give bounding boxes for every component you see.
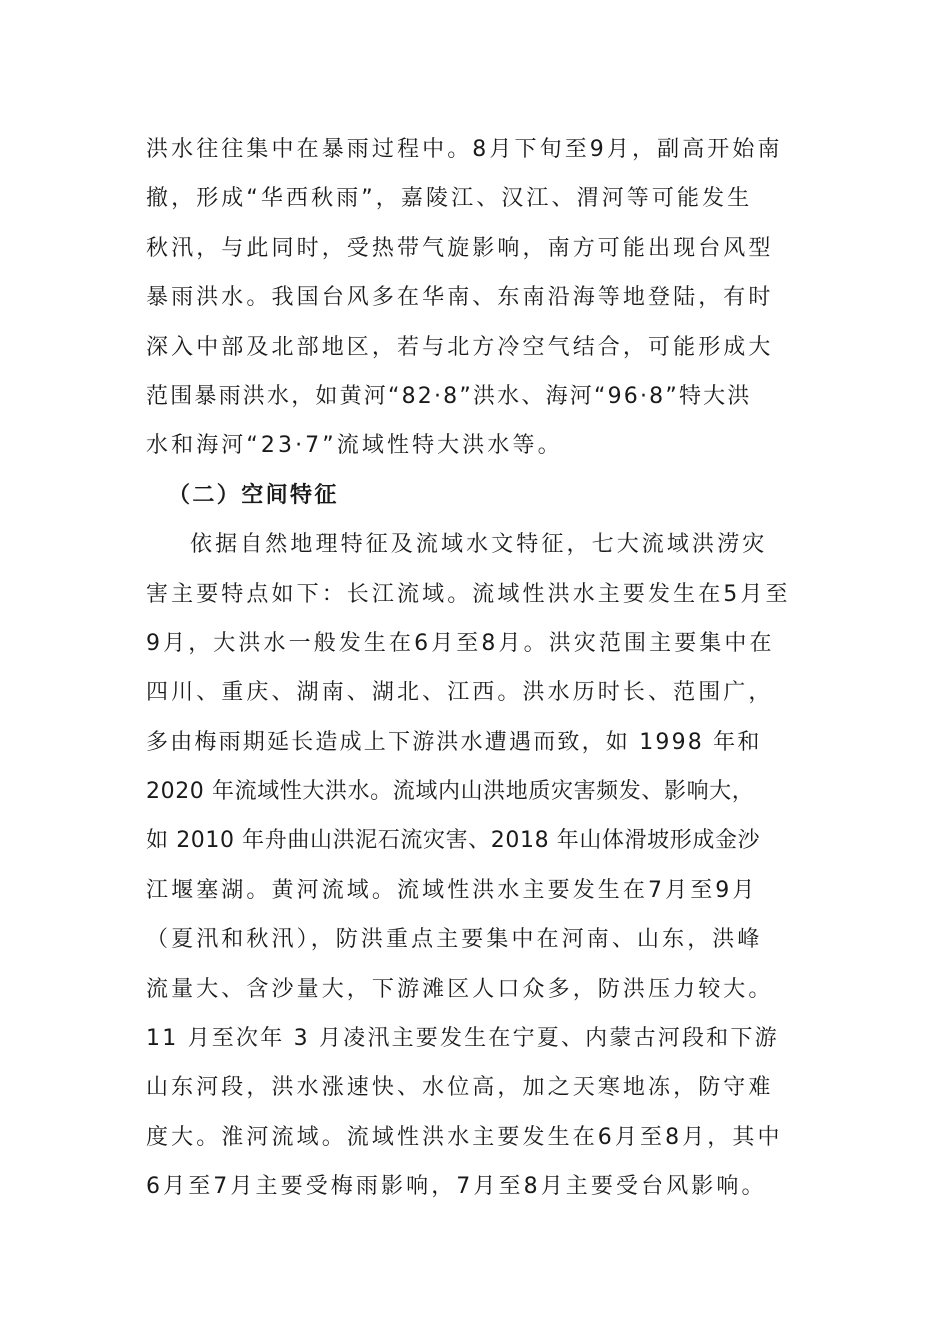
body-text bbox=[146, 125, 816, 1212]
paragraph-line: 秋汛，与此同时，受热带气旋影响，南方可能出现台风型 bbox=[146, 235, 774, 261]
paragraph-line: 流量大、含沙量大，下游滩区人口众多，防洪压力较大。 bbox=[146, 976, 774, 1002]
paragraph-line: 6月至7月主要受梅雨影响，7月至8月主要受台风影响。 bbox=[146, 1174, 767, 1200]
paragraph-line: 度大。淮河流域。流域性洪水主要发生在6月至8月，其中 bbox=[146, 1124, 783, 1150]
paragraph-line: （夏汛和秋汛），防洪重点主要集中在河南、山东，洪峰 bbox=[146, 927, 763, 953]
paragraph-line: 水和海河“23·7”流域性特大洪水等。 bbox=[146, 433, 563, 459]
paragraph-line: 2020 年流域性大洪水。流域内山洪地质灾害频发、影响大， bbox=[146, 779, 755, 805]
paragraph-line: 如 2010 年舟曲山洪泥石流灾害、2018 年山体滑坡形成金沙 bbox=[146, 828, 761, 854]
paragraph-line: 范围暴雨洪水，如黄河“82·8”洪水、海河“96·8”特大洪 bbox=[146, 383, 752, 409]
paragraph-line: 江堰塞湖。黄河流域。流域性洪水主要发生在7月至9月 bbox=[146, 877, 758, 903]
paragraph-line: 暴雨洪水。我国台风多在华南、东南沿海等地登陆，有时 bbox=[146, 285, 774, 311]
paragraph-line: 害主要特点如下：长江流域。流域性洪水主要发生在5月至 bbox=[146, 581, 791, 607]
paragraph-line: 山东河段，洪水涨速快、水位高，加之天寒地冻，防守难 bbox=[146, 1075, 774, 1101]
paragraph-line: 四川、重庆、湖南、湖北、江西。洪水历时长、范围广， bbox=[146, 680, 774, 706]
section-heading: （二）空间特征 bbox=[168, 482, 339, 508]
paragraph-line: 洪水往往集中在暴雨过程中。8月下旬至9月，副高开始南 bbox=[146, 137, 783, 162]
paragraph-line: 11 月至次年 3 月凌汛主要发生在宁夏、内蒙古河段和下游 bbox=[146, 1026, 779, 1052]
paragraph-line: 9月，大洪水一般发生在6月至8月。洪灾范围主要集中在 bbox=[146, 630, 775, 656]
paragraph-line: 多由梅雨期延长造成上下游洪水遭遇而致，如 1998 年和 bbox=[146, 729, 762, 755]
paragraph-line: 深入中部及北部地区，若与北方冷空气结合，可能形成大 bbox=[146, 334, 774, 360]
paragraph-line: 撤，形成“华西秋雨”，嘉陵江、汉江、渭河等可能发生 bbox=[146, 186, 753, 212]
paragraph-line: 依据自然地理特征及流域水文特征，七大流域洪涝灾 bbox=[190, 532, 768, 558]
